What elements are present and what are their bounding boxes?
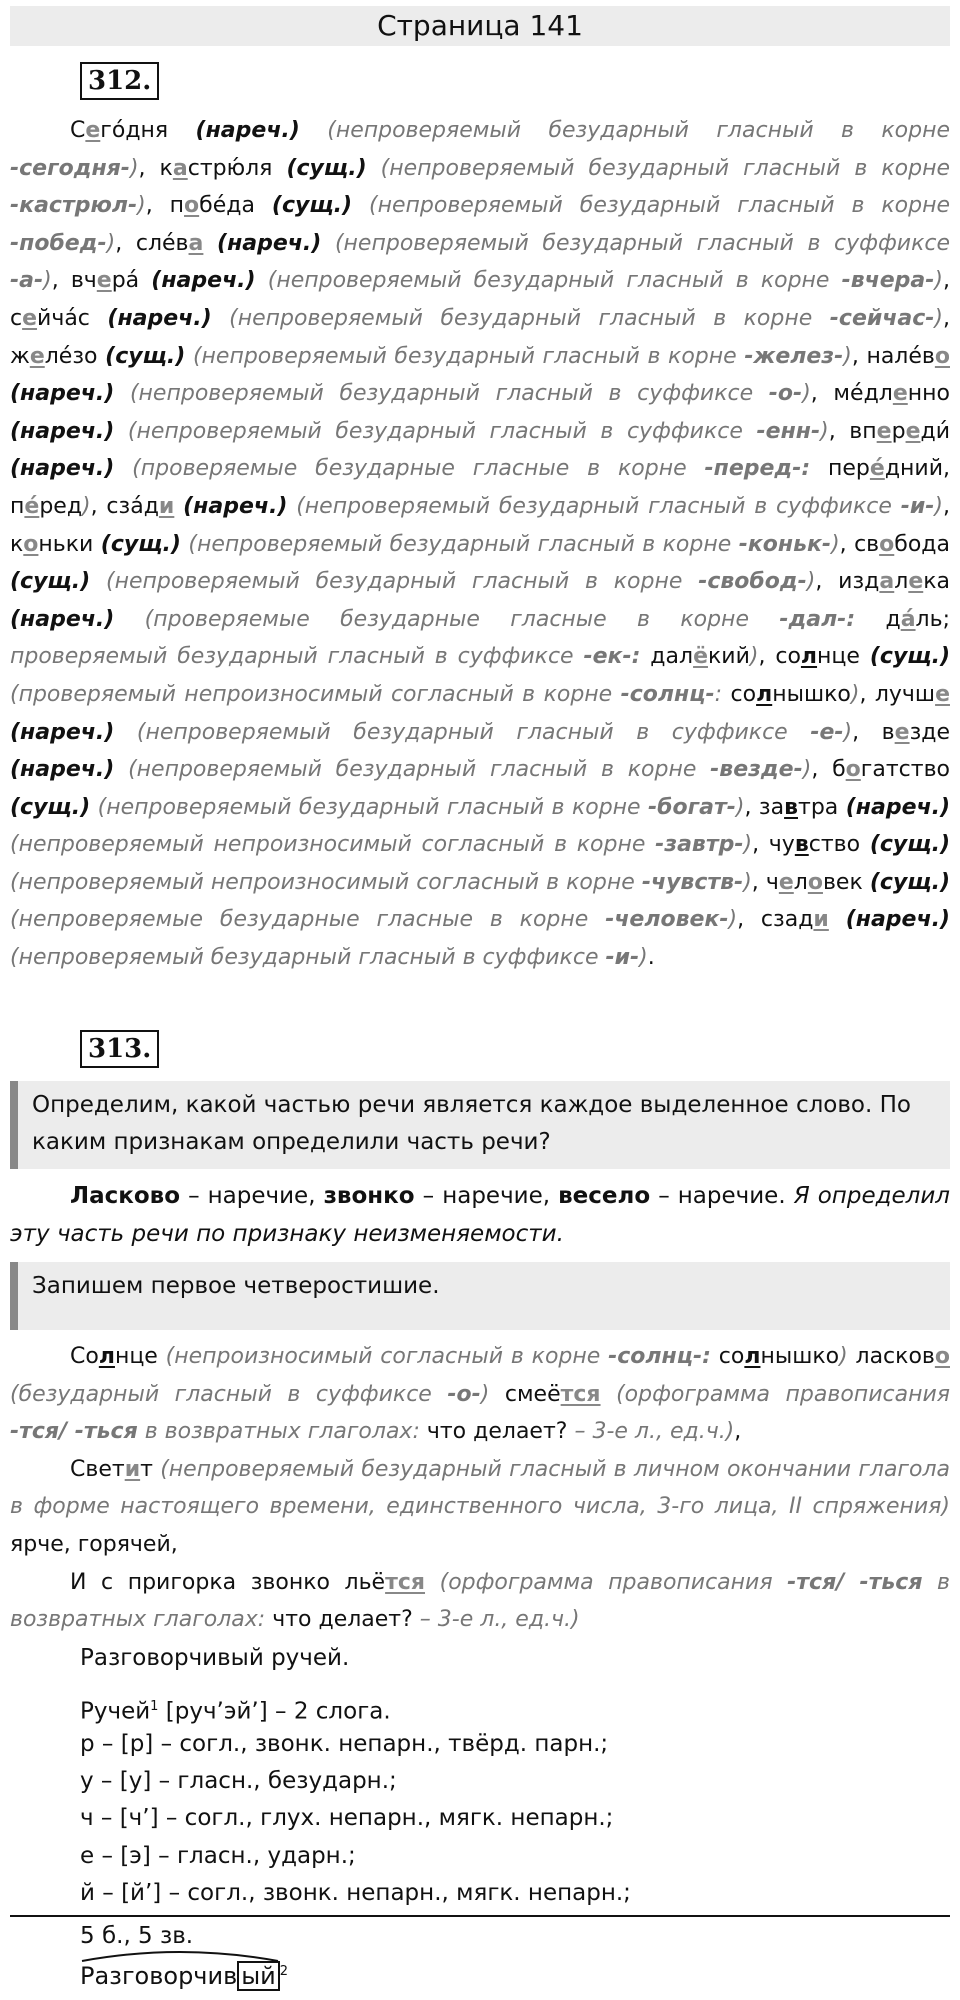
phonetic-line-5: й – [й’] – согл., звонк. непарн., мягк. непарн.; (80, 1880, 631, 1906)
summary-line: 5 б., 5 зв. (80, 1923, 194, 1949)
task-number-312: 312. (80, 62, 159, 100)
task-312-text: Сегóдня (нареч.) (непроверяемый безударный гласный в корне -сегодня-), кастрю́ля (сущ.) (непроверяемый безударный гласный в корне -кастрюл-), побéда (сущ.) (непроверяемый безударный гласный в корне -побед-), слéва (нареч.) (непроверяемый безударный гласный в суффиксе -а-), вчерá (нареч.) (непроверяемый безударный гласный в корне -вчера-), сейчáс (нареч.) (непроверяемый безударный гласный в корне -сейчас-), желéзо (сущ.) (непроверяемый безударный гласный в корне -желез-), налéво (нареч.) (непроверяемый безударный гласный в суффиксе -о-), мéдленно (нареч.) (непроверяемый безударный гласный в суффиксе -енн-), впереди́ (нареч.) (проверяемые безударные гласные в корне -перед-: перéдний, пéред), сзáди (нареч.) (непроверяемый безударный гласный в суффиксе -и-), коньки (сущ.) (непроверяемый безударный гласный в корне -коньк-), свобода (сущ.) (непроверяемый безударный гласный в корне -свобод-), издалека (нареч.) (проверяемые безударные гласные в корне -дал-: дáль; проверяемый безударный гласный в суффиксе -ек-: далёкий), солнце (сущ.) (проверяемый непроизносимый согласный в корне -солнц-: солнышко), лучше (нареч.) (непроверяемый безударный гласный в суффиксе -е-), везде (нареч.) (непроверяемый безударный гласный в корне -везде-), богатство (сущ.) (непроверяемый безударный гласный в корне -богат-), завтра (нареч.) (непроверяемый непроизносимый согласный в корне -завтр-), чувство (сущ.) (непроверяемый непроизносимый согласный в корне -чувств-), человек (сущ.) (непроверяемые безударные гласные в корне -человек-), сзади (нареч.) (непроверяемый безударный гласный в суффиксе -и-). (10, 118, 951, 971)
answer-conclusion: Я определил эту часть речи по признаку неизменяемости. (10, 1183, 950, 1247)
question-box (10, 1081, 950, 1169)
pos-1: наречие (207, 1183, 309, 1209)
root-arc (80, 1949, 300, 1963)
pos-2: наречие (442, 1183, 543, 1209)
page-title: Страница 141 (10, 6, 950, 46)
pos-3: наречие (677, 1183, 779, 1209)
question-text: Определим, какой частью речи является каждое выделенное слово. По каким признакам определили часть речи? (32, 1092, 911, 1155)
morph-ending: ый (237, 1961, 280, 1991)
morph-root: Разговорчив (80, 1962, 238, 1990)
morphemic-analysis (80, 1955, 288, 1993)
answer-word-1: Ласково (70, 1183, 181, 1209)
phonetic-line-1: р – [р] – согл., звонк. непарн., твёрд. парн.; (80, 1731, 609, 1757)
answer-word-3: весело (558, 1183, 651, 1209)
analysis-title: Ручей$^1$ [руч’эй’] – 2 слога. (80, 1698, 391, 1725)
answer-word-2: звонко (323, 1183, 415, 1209)
poem-line-3: Разговорчивый ручей. (80, 1645, 350, 1671)
answer-text: Ласково – наречие, звонко – наречие, весело – наречие. Я определил эту часть речи по признаку неизменяемости. (10, 1183, 950, 1247)
phonetic-line-2: у – [у] – гласн., безударн.; (80, 1768, 397, 1794)
task-number-313: 313. (80, 1030, 159, 1068)
instruction-text: Запишем первое четверостишие. (32, 1273, 440, 1299)
instruction-box (10, 1262, 950, 1330)
divider (10, 1915, 950, 1917)
morph-sup: 2 (279, 1964, 289, 1979)
phonetic-line-3: ч – [ч’] – согл., глух. непарн., мягк. непарн.; (80, 1805, 614, 1831)
phonetic-line-4: е – [э] – гласн., ударн.; (80, 1843, 356, 1869)
poem-text: Солнце (непроизносимый согласный в корне -солнц-: солнышко) ласково (безударный гласный в суффиксе -о-) смеётся (орфограмма правописания -тся/ -ться в возвратных глаголах: что делает? – 3-е л., ед.ч.), Светит (непроверяемый безударный гласный в личном окончании глагола в форме настоящего времени, единственного числа, 3-го лица, II спряжения) ярче, горячей, И с пригорка звонко льётся (орфограмма правописания -тся/ -ться в возвратных глаголах: что делает? – 3-е л., ед.ч.) (10, 1344, 951, 1633)
